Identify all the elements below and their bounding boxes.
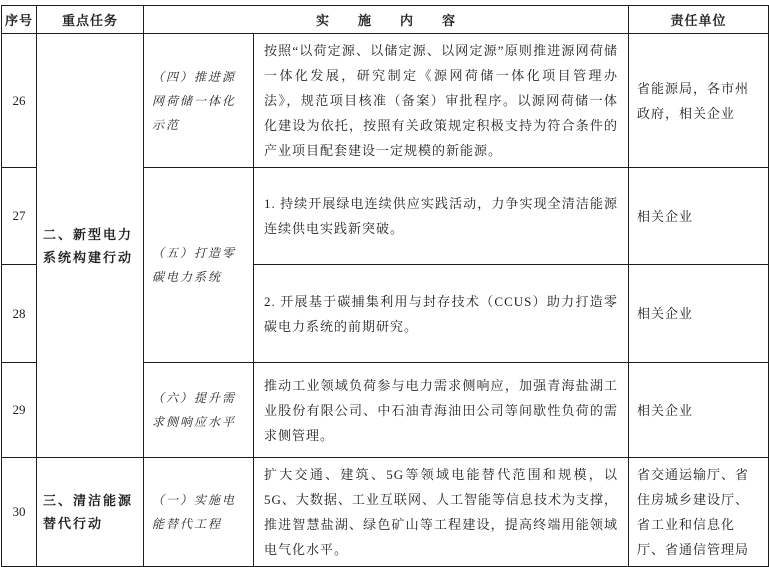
row-28-content: 2. 开展基于碳捕集利用与封存技术（CCUS）助力打造零碳电力系统的前期研究。 bbox=[254, 265, 629, 363]
row-28-number: 28 bbox=[2, 265, 37, 363]
row-26-number: 26 bbox=[2, 34, 37, 168]
subtask-demand-response: （六）提升需求侧响应水平 bbox=[144, 363, 254, 458]
row-29-unit: 相关企业 bbox=[629, 363, 769, 458]
row-27-number: 27 bbox=[2, 168, 37, 265]
row-26-unit: 省能源局，各市州政府，相关企业 bbox=[629, 34, 769, 168]
row-30-content: 扩大交通、建筑、5G等领域电能替代范围和规模，以5G、大数据、工业互联网、人工智能等信息技术为支撑，推进智慧盐湖、绿色矿山等工程建设，提高终端用能领域电气化水平。 bbox=[254, 458, 629, 567]
subtask-source-grid-load-storage: （四）推进源网荷储一体化示范 bbox=[144, 34, 254, 168]
header-col-responsible-unit: 责任单位 bbox=[629, 6, 769, 34]
task-table bbox=[1, 5, 769, 567]
row-28-unit: 相关企业 bbox=[629, 265, 769, 363]
header-col-serial: 序号 bbox=[2, 6, 37, 34]
row-26-content: 按照“以荷定源、以储定源、以网定源”原则推进源网荷储一体化发展，研究制定《源网荷储一体化项目管理办法》，规范项目核准（备案）审批程序。以源网荷储一体化建设为依托，按照有关政策规定积极支持为符合条件的产业项目配套建设一定规模的新能源。 bbox=[254, 34, 629, 168]
header-col-key-task: 重点任务 bbox=[37, 6, 144, 34]
row-27-unit: 相关企业 bbox=[629, 168, 769, 265]
row-30-unit: 省交通运输厅、省住房城乡建设厅、省工业和信息化厅、省通信管理局 bbox=[629, 458, 769, 567]
task-group-clean-energy-substitution: 三、清洁能源替代行动 bbox=[37, 458, 144, 567]
subtask-electric-energy-substitution: （一）实施电能替代工程 bbox=[144, 458, 254, 567]
row-27-content: 1. 持续开展绿电连续供应实践活动，力争实现全清洁能源连续供电实践新突破。 bbox=[254, 168, 629, 265]
table-row-30 bbox=[2, 458, 769, 567]
table-header-row bbox=[2, 6, 769, 34]
row-30-number: 30 bbox=[2, 458, 37, 567]
subtask-zero-carbon-power: （五）打造零碳电力系统 bbox=[144, 168, 254, 363]
row-29-number: 29 bbox=[2, 363, 37, 458]
row-29-content: 推动工业领域负荷参与电力需求侧响应，加强青海盐湖工业股份有限公司、中石油青海油田公司等间歇性负荷的需求侧管理。 bbox=[254, 363, 629, 458]
header-col-implementation: 实 施 内 容 bbox=[144, 6, 629, 34]
task-group-new-power-system: 二、新型电力系统构建行动 bbox=[37, 34, 144, 458]
table-row-26 bbox=[2, 34, 769, 168]
